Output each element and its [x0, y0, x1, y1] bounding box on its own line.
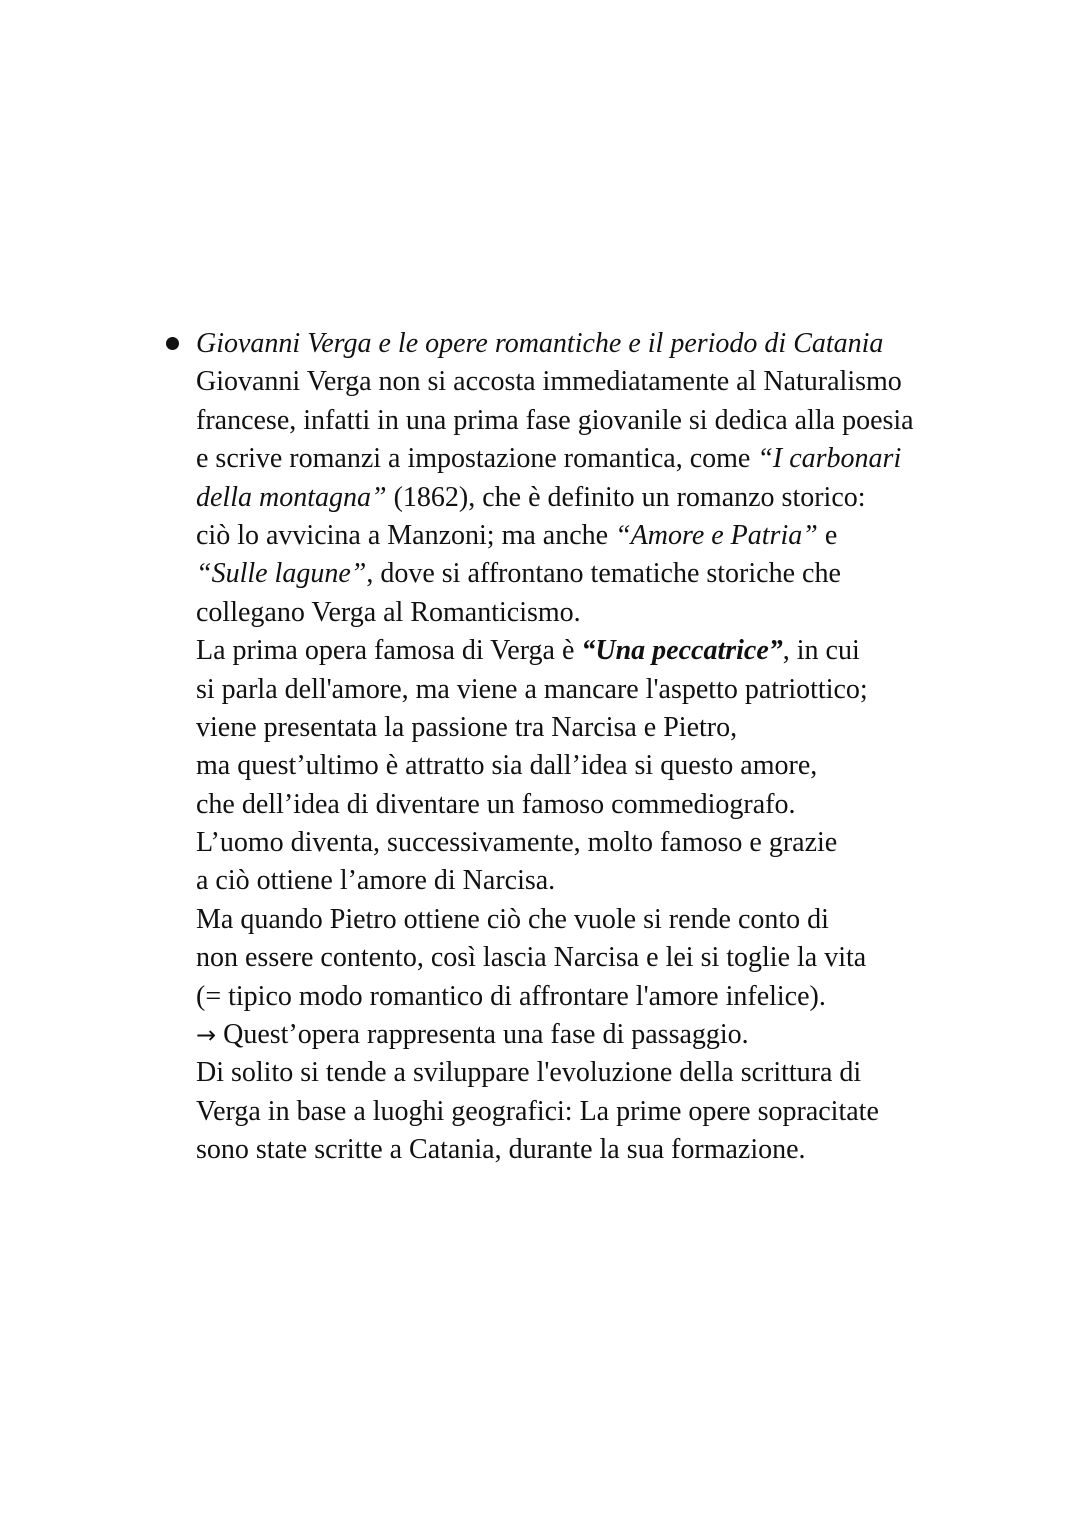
work-title-bold-italic: “Una peccatrice”: [581, 635, 783, 667]
text-line: [196, 1131, 1056, 1169]
text-span: Giovanni Verga non si accosta immediatamente al Naturalismo: [196, 366, 902, 398]
text-line: [196, 363, 1056, 401]
text-span: che dell’idea di diventare un famoso commediografo.: [196, 788, 796, 820]
text-line: [196, 1093, 1056, 1131]
text-line: [196, 594, 1056, 632]
work-title-italic: “Amore e Patria”: [615, 519, 818, 551]
section-heading: Giovanni Verga e le opere romantiche e il periodo di Catania: [196, 328, 884, 359]
text-span: Verga in base a luoghi geografici: La prime opere sopracitate: [196, 1095, 879, 1127]
text-span: francese, infatti in una prima fase giovanile si dedica alla poesia: [196, 404, 914, 436]
text-line: [196, 402, 1056, 440]
text-span: , dove si affrontano tematiche storiche che: [366, 558, 841, 590]
text-span: ciò lo avvicina a Manzoni; ma anche: [196, 519, 616, 551]
text-line: [196, 479, 1056, 517]
text-line: [196, 786, 1056, 824]
text-span: e: [817, 519, 838, 551]
text-span: , in cui: [782, 635, 860, 667]
text-span: a ciò ottiene l’amore di Narcisa.: [196, 865, 556, 897]
text-span: La prima opera famosa di Verga è: [196, 635, 582, 667]
work-title-italic: “Sulle lagune”: [196, 558, 367, 590]
text-span: si parla dell'amore, ma viene a mancare l'aspetto patriottico;: [196, 673, 868, 705]
text-line: [196, 517, 1056, 555]
text-span: Di solito si tende a sviluppare l'evoluzione della scrittura di: [196, 1057, 862, 1089]
text-span: Quest’opera rappresenta una fase di passaggio.: [216, 1019, 749, 1051]
work-title-italic: della montagna”: [196, 481, 387, 513]
text-line: [196, 440, 1056, 478]
text-span: collegano Verga al Romanticismo.: [196, 596, 581, 628]
text-line: [196, 862, 1056, 900]
text-line: [196, 555, 1056, 593]
text-span: viene presentata la passione tra Narcisa e Pietro,: [196, 711, 738, 743]
text-line: [196, 1016, 1056, 1054]
arrow-right-icon: →: [196, 1021, 217, 1050]
text-line: [196, 939, 1056, 977]
text-line: [196, 709, 1056, 747]
text-span: (1862), che è definito un romanzo storico:: [386, 481, 866, 513]
text-span: sono state scritte a Catania, durante la sua formazione.: [196, 1134, 806, 1166]
bullet-section: [196, 325, 1056, 1170]
bullet-point: [166, 337, 179, 350]
text-line: [196, 632, 1056, 670]
text-span: Ma quando Pietro ottiene ciò che vuole si rende conto di: [196, 903, 829, 935]
text-span: e scrive romanzi a impostazione romantica, come: [196, 443, 758, 475]
text-line: [196, 1054, 1056, 1092]
text-line: [196, 901, 1056, 939]
text-span: (= tipico modo romantico di affrontare l'amore infelice).: [196, 980, 826, 1012]
work-title-italic: “I carbonari: [757, 443, 902, 475]
text-line: [196, 824, 1056, 862]
text-span: ma quest’ultimo è attratto sia dall’idea si questo amore,: [196, 750, 818, 782]
text-span: non essere contento, così lascia Narcisa e lei si toglie la vita: [196, 942, 867, 974]
text-line: [196, 671, 1056, 709]
text-span: L’uomo diventa, successivamente, molto famoso e grazie: [196, 827, 838, 859]
text-line: [196, 978, 1056, 1016]
text-line: [196, 747, 1056, 785]
